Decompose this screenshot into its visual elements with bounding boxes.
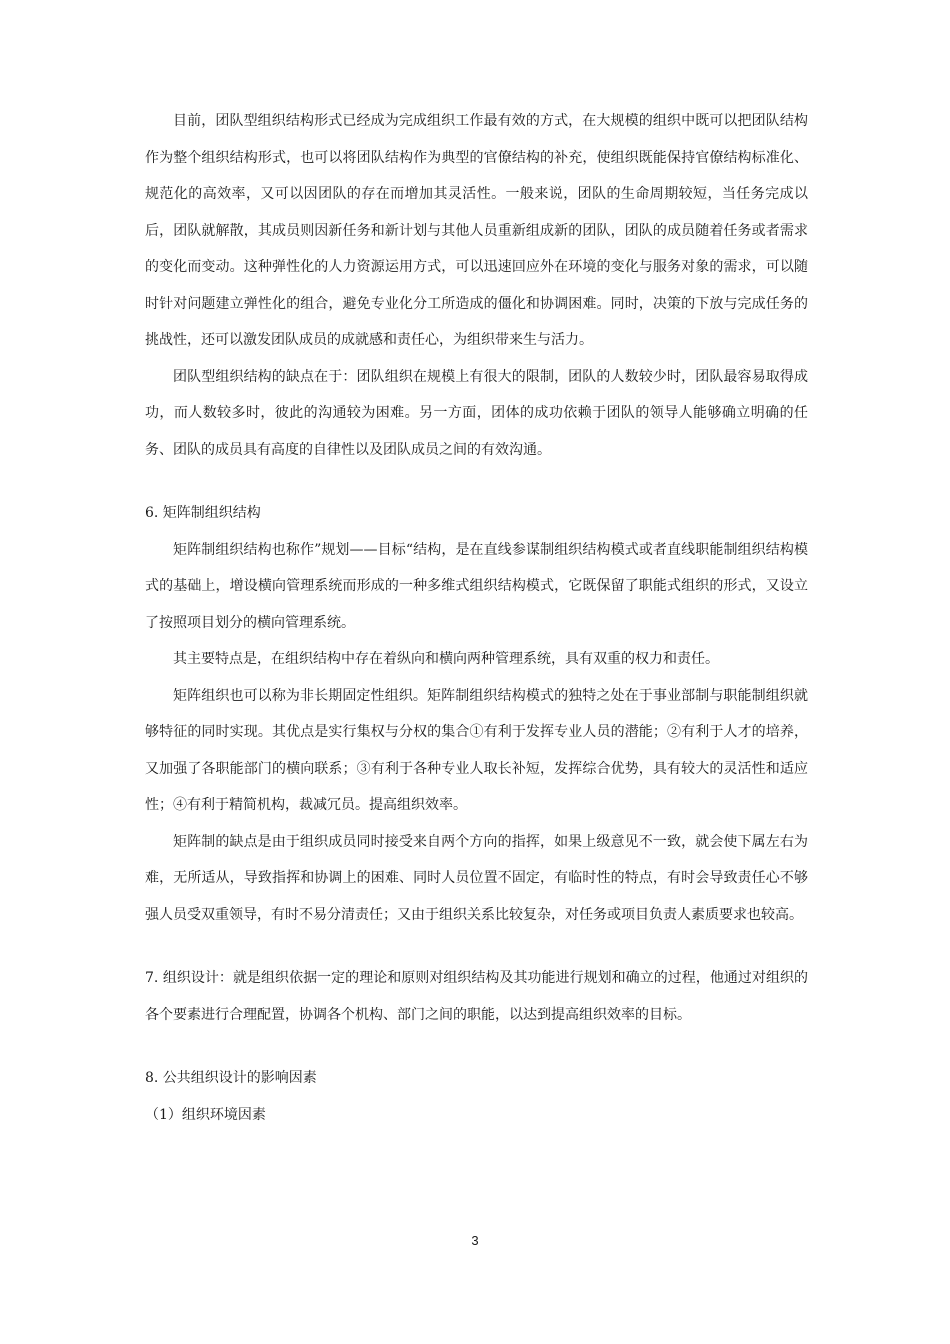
section-heading-organization-design: 7. 组织设计：就是组织依据一定的理论和原则对组织结构及其功能进行规划和确立的过程，他通过对组织的各个要素进行合理配置，协调各个机构、部门之间的职能，以达到提高组织效率的目标。 xyxy=(145,970,808,1023)
section-heading-design-factors: 8. 公共组织设计的影响因素 xyxy=(145,1070,317,1086)
paragraph-matrix-advantages: 矩阵组织也可以称为非长期固定性组织。矩阵制组织结构模式的独特之处在于事业部制与职能制组织就够特征的同时实现。其优点是实行集权与分权的集合①有利于发挥专业人员的潜能；②有利于人才的培养，又加强了各职能部门的横向联系；③有利于各种专业人取长补短，发挥综合优势，具有较大的灵活性和适应性；④有利于精简机构，裁减冗员。提高组织效率。 xyxy=(145,687,808,813)
section-gap xyxy=(145,1033,808,1060)
document-page xyxy=(145,103,808,1133)
section-gap xyxy=(145,468,808,495)
paragraph-matrix-disadvantages: 矩阵制的缺点是由于组织成员同时接受来自两个方向的指挥，如果上级意见不一致，就会使下属左右为难，无所适从，导致指挥和协调上的困难、同时人员位置不固定，有临时性的特点，有时会导致责任心不够强人员受双重领导，有时不易分清责任；又由于组织关系比较复杂，对任务或项目负责人素质要求也较高。 xyxy=(145,833,808,923)
subsection-heading-environment: （1）组织环境因素 xyxy=(145,1106,266,1123)
paragraph-team-structure-advantages: 目前，团队型组织结构形式已经成为完成组织工作最有效的方式，在大规模的组织中既可以把团队结构作为整个组织结构形式，也可以将团队结构作为典型的官僚结构的补充，使组织既能保持官僚结构标准化、规范化的高效率，又可以因团队的存在而增加其灵活性。一般来说，团队的生命周期较短，当任务完成以后，团队就解散，其成员则因新任务和新计划与其他人员重新组成新的团队，团队的成员随着任务或者需求的变化而变动。这种弹性化的人力资源运用方式，可以迅速回应外在环境的变化与服务对象的需求，可以随时针对问题建立弹性化的组合，避免专业化分工所造成的僵化和协调困难。同时，决策的下放与完成任务的挑战性，还可以激发团队成员的成就感和责任心，为组织带来生与活力。 xyxy=(145,113,808,348)
paragraph-matrix-definition: 矩阵制组织结构也称作”规划——目标“结构，是在直线参谋制组织结构模式或者直线职能制组织结构模式的基础上，增设横向管理系统而形成的一种多维式组织结构模式，它既保留了职能式组织的形式，又设立了按照项目划分的横向管理系统。 xyxy=(145,541,808,631)
paragraph-matrix-features: 其主要特点是，在组织结构中存在着纵向和横向两种管理系统，具有双重的权力和责任。 xyxy=(173,651,719,667)
section-heading-matrix-structure: 6. 矩阵制组织结构 xyxy=(145,505,261,521)
page-number: 3 xyxy=(471,1233,479,1248)
paragraph-team-structure-disadvantages: 团队型组织结构的缺点在于：团队组织在规模上有很大的限制，团队的人数较少时，团队最容易取得成功，而人数较多时，彼此的沟通较为困难。另一方面，团体的成功依赖于团队的领导人能够确立明确的任务、团队的成员具有高度的自律性以及团队成员之间的有效沟通。 xyxy=(145,368,808,458)
section-gap xyxy=(145,933,808,960)
